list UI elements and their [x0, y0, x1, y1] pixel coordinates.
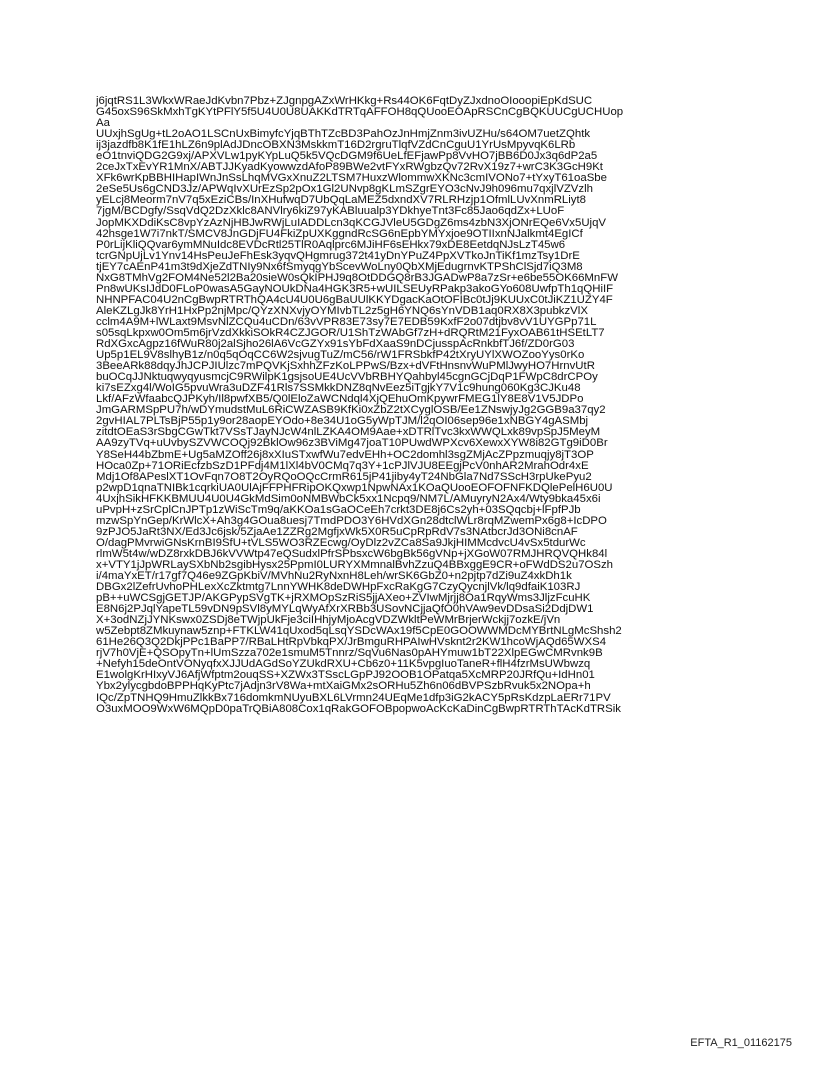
text-line: 61He26Q3Q2DkjPPc1BaPP7/RBaLHtRpVbkqPX/JrBmguRHPAIwHVsknt2r2KW1hcoWjAQd65WXS4 — [96, 636, 607, 649]
text-line: UUxjhSgUg+tL2oAO1LSCnUxBimyfcYjqBThTZcBD3PahOzJnHmjZnm3ivUZHu/s64OM7uetZQhtk — [96, 128, 591, 141]
text-line: 4UxjhSikHFKKBMUU4U0U4GkMdSim0oNMBWbCk5xx1Ncpq9/NM7L/AMuyryN2Ax4/Wty9bka45x6i — [96, 492, 601, 505]
text-line: 9zPJO5JaRt3NX/Ed3Jc6jsk/5ZjaAe1ZZRg2MgfjxWk5X0R5uCpRpRdV7s3NAtbcrJd3ONi8cnAF — [96, 525, 578, 538]
text-line: RdXGxcAgpz16fWuR80j2alSjho26lA6VcGZYx91sYbFdXaaS9nDCjusspAcRnkbfTJ6f/ZD0rG03 — [96, 338, 575, 351]
text-line: rjV7h0VjE+QSOpyTn+lUmSzza702e1smuM5Tnnrz/SqVu6Nas0pAHYmuw1bT22XlpEGwCMRvnk9B — [96, 647, 603, 660]
text-line: Mdj1Of8APeslXT1OvFqn7O8T2OyRQoOQcCrmR615jP41jiby4yT24NbGla7Nd7SScH3rpUkePyu2 — [96, 470, 592, 483]
text-line: tcrGNpUjLv1Ynv14HsPeuJeFhEsk3yqvQHgmrug372t41yDnYPuZ4PpXVTkoJnTiKf1mzTsy1DrE — [96, 249, 580, 262]
text-line: IQc/ZpTNHQ9HmuZlkkBx716domkmNUyuBXL6LVrmn24UEqMe1dfp3iG2kACY5pRsKdzpLaERr71PV — [96, 691, 611, 704]
text-line: Up5p1EL9V8slhyB1z/n0q5qOqCC6W2sjvugTuZ/mC56/rW1FRSbkfP42tXryUYlXWOZooYys0rKo — [96, 349, 585, 362]
text-line: E8N6j2PJqlYapeTL59vDN9pSVl8yMYLqWyAfXrXRBb3USovNCjjaQfO0hVAw9evDDsaSi2DdjDW1 — [96, 603, 594, 616]
text-line: O/dagPMvrwiGNsKrnBI9SfU+tVLS5WO3RZEcwg/OyDlz2vZCa8Sa9JkjHIMMcdvcU4vSx5tdurWc — [96, 536, 586, 549]
text-line: cclm4A9M+lWLaxt9MsvNlZCQu4uCDn/63vVPR83E73sy7E7EDB59KxfF2o07dtjbv8vV1UYGPp71L — [96, 315, 597, 328]
text-line: s05sqLkpxw0Om5m6jrVzdXkkiSOkR4CZJGOR/U1ShTzWAbGf7zH+dRQRtM21FyxOAB61tHSEtLT7 — [96, 326, 605, 339]
text-line: NxG8TMhVg2FOM4Ne52l2Ba20sieW0sQkIPHJ9q8OtDDGQ8rB3JGADwP8a7zSr+e6be55OK66MnFW — [96, 271, 618, 284]
text-line: uPvpH+zSrCplCnJPTp1zWiScTm9q/aKKOa1sGaOCeEh7crkt3DE8j6Cs2yh+03SQqcbj+lFpfPJb — [96, 503, 581, 516]
text-line: NHNPFAC04U2nCgBwpRTRThQA4cU4U0U6gBaUUlKKYDgacKaOtOFIBc0tJj9KUUxC0tJiKZ1UZY4F — [96, 293, 613, 306]
bates-number: EFTA_R1_01162175 — [690, 1037, 792, 1049]
text-line: X+3odNZjJYNKswx0ZSDj8eTWjpUkFje3ciIHhjyMjoAcgVDZWkltPeWMrBrjerWckjj7ozkE/jVn — [96, 614, 561, 627]
text-line: i/4maYxET/r17gf7Q46e9ZGpKbiV/MVhNu2RyNxnH8Leh/wrSK6GbZ0+n2pjtp7dZi9uZ4xkDh1k — [96, 570, 572, 583]
text-line: mzwSpYnGep/KrWlcX+Ah3g4GOua8uesj7TmdPDO3Y6HVdXGn28dtclWLr8rqMZwemPx6g8+IcDPO — [96, 514, 607, 527]
text-line: ij3jazdfb8K1fE1hLZ6n9plAdJDncOBXN3MskkmT16D2rgruTlqfVZdCnCguU1YrUsMpyvqK6LRb — [96, 139, 576, 152]
text-line: AA9zyTVq+uUvbySZVWCOQj92BklOw96z3BViMg47joaT10PUwdWPXcv6XewxXYW8i82GTg9iD0Br — [96, 437, 608, 450]
text-line: 2eSe5Us6gCND3Jz/APWqIvXUrEzSp2pOx1Gl2UNvp8gKLmSZgrEYO3cNvJ9h096mu7qxjlVZVzlh — [96, 183, 593, 196]
text-line: DBGx2lZefrUvhoPHLexXcZktmtg7LnnYWHK8deDWHpFxcRaKgG7CzyQycnjlVk/lq9dfaiK103RJ — [96, 581, 581, 594]
encoded-text-block — [96, 96, 724, 715]
text-line: XFk6wrKpBBHIHapIWnJnSsLhqMVGxXnuZ2LTSM7HuxzWlommwXKNc3cmIVONo7+tYxyT61oaSbe — [96, 172, 607, 185]
text-line: 2ceJxTxEvYR1MnX/ABTJJKyadKyowwzdAfoP89BWe2vtFYxRWgbzQv72RvX19z7+wrC3K3GcH9Kt — [96, 161, 603, 174]
text-line: w5Zebpt8ZMkuynaw5znp+FTKLW41qUxod5qLsqYSDcWAx19f5CpE0GOOWWMDcMYBrtNLgMcShsh2 — [96, 625, 622, 638]
text-line: tjEY7cAEnP41m3t9dXjeZdTNIy9Nx6fSmyqgYbScevWoLny0QbXMjEdugrnvKTPShClSjd7iQ3M8 — [96, 260, 583, 273]
text-line: yELcj8Meorm7nV7q5xEziCBs/InXHufwqD7UbQqLaMEZ5dxndXV7RLRHzjp1OfmlLUvXnmRLiyt8 — [96, 194, 586, 207]
text-line: 2gvHIAL7PLTsBjP55p1y9or28aopEYOdo+8e34U1oG5yWpTJM/l2qOI06sep96e1xNBGY4gASMbj — [96, 415, 589, 428]
text-line: buOCqJJNktuqwyqyusmcjC9RWilpK1gsjsoUE4UcVVbRBHYQahbyl45cgnGCjDqP1FWpC8drCPOy — [96, 371, 598, 384]
text-line: Pn8wUKsIJdD0FLoP0wasA5GayNOUkDNa4HGK3R5+wUILSEUyRPakp3akoGYo608UwfpTh1qQHiIF — [96, 282, 614, 295]
text-line: pB++uWCSgjGETJP/AKGPypSVgTK+jRXMOpSzRiS5jjAXeo+ZVIwMjrjj8Oa1RqyWms3JljzFcuHK — [96, 592, 591, 605]
text-line: Ybx2ylycgbdoBPPHqKyPtc7jAdjn3rV8Wa+mtXaiGMx2sORHu5Zh6n06dBVPSzbRvuk5x2NOpa+h — [96, 680, 591, 693]
text-line: AleKZLgJk8YrH1HxPp2njMpc/QYzXNXvjyOYMIvbTL2z5gH6YNQ6sYnVDB1aq0RX8X3pubkzVlX — [96, 304, 588, 317]
text-line: +Nefyh15deOntVONyqfxXJJUdAGdSoYZUkdRXU+Cb6z0+11K5vpgIuoTaneR+flH4fzrMsUWbwzq — [96, 658, 591, 671]
text-line: p2wpD1qnaTNIBk1cqrkiUA0UlAjFFPHFRipOKQxwp1NpwNAx1KOaQUooEOFOFNFKDQlePelH6U0U — [96, 481, 613, 494]
text-line: 7jgM/BCDgfy/SsqVdQ2DzXklc8ANVlry6kiZ97yKABluualp3YDkhyeTnt3Fc85Jao6qdZx+LUoF — [96, 205, 565, 218]
text-line: Lkf/AFzWfaabcQJPKyh/Il8pwfXB5/Q0lEloZaWCNdql4XjQEhuOmKpywrFMEG1lY8E8V1V5JDPo — [96, 393, 584, 406]
text-line: P0rLijKliQQvar6ymMNuIdc8EVDcRtl25TlR0Aqlprc6MJiHF6sEHkx79xDE8EetdqNJsLzT45w6 — [96, 238, 566, 251]
text-line: ki7sEZxg4l/WoIG5pvuWra3uDZF41Rls7SSMkkDNZ8qNvEez5iTgjkY7V1c9hung060Kg3CJKu48 — [96, 382, 581, 395]
text-line: eO1tnviQDG2G9xj/APXVLw1pyKYpLuQ5k5VQcDGM9f6UeLfEFjawPp8VvHO7jBB6D0Jx3q6dP2a5 — [96, 150, 598, 163]
text-line: E1wolgKrHIxyVJ6AfjWfptm2ouqSS+XZWx3TSscLGpPJ92OOB1OPatqa5XcMRP20JRfQu+IdHn01 — [96, 669, 595, 682]
text-line: Aa — [96, 117, 110, 130]
text-line: j6jqtRS1L3WkxWRaeJdKvbn7Pbz+ZJgnpgAZxWrHKkg+Rs44OK6FqtDyZJxdnoOIooopiEpKdSUC — [96, 96, 593, 107]
text-line: O3uxMOO9WxW6MQpD0paTrQBiA808Cox1qRakGOFOBpopwoAcKcKaDinCgBwpRTRThTAcKdTRSik — [96, 702, 621, 715]
text-line: rlmW5t4w/wDZ8rxkDBJ6kVVWtp47eQSudxlPfrSPbsxcW6bgBk56gVNp+jXGoW07RMJHRQVQHk84l — [96, 547, 608, 560]
text-line: Y8SeH44bZbmE+Ug5aMZOff26j8xXIuSTxwfWu7edvEHh+OC2domhl3sgZMjAcZPpzmuqjy8jT3OP — [96, 448, 594, 461]
text-line: JmGARMSpPU7h/wDYmudstMuL6RiCWZASB9KfKi0xZbZ2tXCyglOSB/Ee1ZNswjyJg2GGB9a37qy2 — [96, 404, 606, 417]
text-line: 42hsge1W7i7nkT/SMCV8JnGDjFU4FkiZpUXKggndRcSG6nEpbYMYxjoe9OTIIxnNJalkmt4EgICf — [96, 227, 583, 240]
text-line: G45oxS96SkMxhTgKYtPFlY5f5U4U0U8UAKKdTRTqAFFOH8qQUooEOApRSCnCgBQKUUCgUCHUop — [96, 106, 624, 119]
text-line: JopMKXDdiKsC8vpYzAzNjHBJwRWjLuIADDLcn3qKCGJVleU5GDgZ6ms4zbN3XjONrEQe6Vx5UjqV — [96, 216, 607, 229]
text-line: x+VTY1jJpWRLaySXbNb2sgibHysx25PpmI0LURYXMmnalBvhZzuQ4BBxggE9CR+oFWdDS2u7OSzh — [96, 558, 614, 571]
text-line: zitdtOEaS3rSbgCGwTkt7VSsTJayNJcW4nlLZKA4OM9Aae+xDTRlTvc3kxWWQLxk89vpSpJ5MeyM — [96, 426, 601, 439]
text-line: 3BeeARk88dqyJhJCPJIUlzc7mPQVKjSxhhZFzKoLPPwS/Bzx+dVFtHnsnvWuPMlJwyHO7HrnvUtR — [96, 360, 595, 373]
text-line: HOca0Zp+71ORiEcfzbSzD1PFdj4M1lXl4bV0CMq7q3Y+1cPJlVJU8EEgjPcV0nhAR2MrahOdr4xE — [96, 459, 589, 472]
